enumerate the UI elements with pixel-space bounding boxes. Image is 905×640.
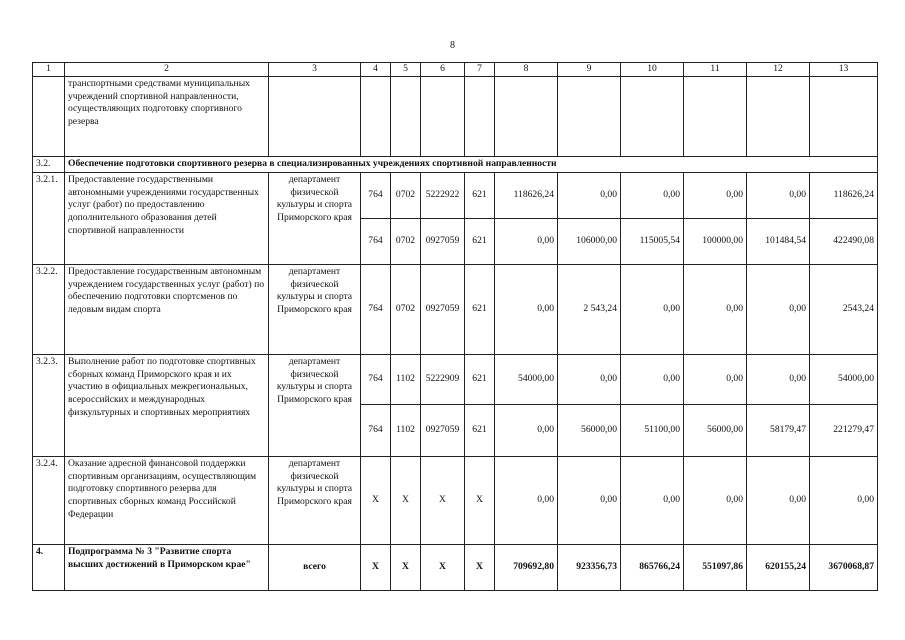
row-number: 3.2.4. bbox=[33, 456, 65, 544]
cell: 764 bbox=[361, 404, 391, 456]
row-name: Оказание адресной финансовой поддержки спортивным организациям, осуществляющим подготовку спортивного резерва для спортивных сборных команд Российской Федерации bbox=[65, 456, 269, 544]
cell: 0,00 bbox=[495, 264, 558, 354]
cell: 101484,54 bbox=[747, 218, 810, 264]
row-name: транспортными средствами муниципальных учреждений спортивной направленности, осуществляющих подготовку спортивного резерва bbox=[65, 76, 269, 156]
row-name: Предоставление государственным автономным учреждением государственных услуг (работ) по обеспечению подготовки спортсменов по ледовым видам спорта bbox=[65, 264, 269, 354]
cell: 621 bbox=[465, 218, 495, 264]
cell: 0,00 bbox=[684, 264, 747, 354]
row-department: всего bbox=[269, 544, 361, 590]
cell: 2543,24 bbox=[810, 264, 878, 354]
cell: 221279,47 bbox=[810, 404, 878, 456]
cell: 764 bbox=[361, 218, 391, 264]
section-title: Обеспечение подготовки спортивного резерва в специализированных учреждениях спортивной направленности bbox=[65, 156, 878, 172]
cell: 764 bbox=[361, 264, 391, 354]
cell: 0,00 bbox=[495, 404, 558, 456]
cell: 422490,08 bbox=[810, 218, 878, 264]
table-row bbox=[33, 76, 878, 156]
cell: 0,00 bbox=[684, 456, 747, 544]
row-number: 3.2.2. bbox=[33, 264, 65, 354]
table-row bbox=[33, 264, 878, 354]
row-department: департамент физической культуры и спорта Приморского края bbox=[269, 172, 361, 264]
cell: 0,00 bbox=[495, 456, 558, 544]
cell: 58179,47 bbox=[747, 404, 810, 456]
cell: 115005,54 bbox=[621, 218, 684, 264]
cell: 5222922 bbox=[421, 172, 465, 218]
cell: 621 bbox=[465, 264, 495, 354]
row-number: 3.2.1. bbox=[33, 172, 65, 264]
column-header: 1 bbox=[33, 63, 65, 77]
cell: 1102 bbox=[391, 354, 421, 404]
column-header: 3 bbox=[269, 63, 361, 77]
column-header: 9 bbox=[558, 63, 621, 77]
cell: 764 bbox=[361, 354, 391, 404]
cell: 0,00 bbox=[747, 354, 810, 404]
column-header: 11 bbox=[684, 63, 747, 77]
cell: 0702 bbox=[391, 264, 421, 354]
cell: 56000,00 bbox=[684, 404, 747, 456]
cell: Х bbox=[465, 456, 495, 544]
cell: 51100,00 bbox=[621, 404, 684, 456]
section-row bbox=[33, 156, 878, 172]
cell: 0927059 bbox=[421, 404, 465, 456]
column-header: 7 bbox=[465, 63, 495, 77]
cell: 0,00 bbox=[684, 172, 747, 218]
row-number: 3.2. bbox=[33, 156, 65, 172]
table-row bbox=[33, 456, 878, 544]
column-header: 6 bbox=[421, 63, 465, 77]
budget-table bbox=[32, 62, 878, 591]
subprogram-row bbox=[33, 544, 878, 590]
cell: 54000,00 bbox=[810, 354, 878, 404]
cell: 118626,24 bbox=[810, 172, 878, 218]
column-header: 5 bbox=[391, 63, 421, 77]
column-header: 8 bbox=[495, 63, 558, 77]
column-header: 2 bbox=[65, 63, 269, 77]
cell: Х bbox=[421, 544, 465, 590]
column-header: 10 bbox=[621, 63, 684, 77]
cell: 0,00 bbox=[495, 218, 558, 264]
cell: 0,00 bbox=[558, 456, 621, 544]
row-department: департамент физической культуры и спорта Приморского края bbox=[269, 264, 361, 354]
cell: 56000,00 bbox=[558, 404, 621, 456]
row-number: 4. bbox=[33, 544, 65, 590]
column-header: 12 bbox=[747, 63, 810, 77]
cell: 3670068,87 bbox=[810, 544, 878, 590]
row-name: Выполнение работ по подготовке спортивных сборных команд Приморского края и их участию в официальных межрегиональных, всероссийских и международных физкультурных и спортивных мероприятиях bbox=[65, 354, 269, 456]
cell: 620155,24 bbox=[747, 544, 810, 590]
cell: Х bbox=[465, 544, 495, 590]
cell: 0,00 bbox=[621, 172, 684, 218]
table-row bbox=[33, 354, 878, 404]
column-header: 13 bbox=[810, 63, 878, 77]
cell: 100000,00 bbox=[684, 218, 747, 264]
cell: 621 bbox=[465, 172, 495, 218]
cell: 0702 bbox=[391, 218, 421, 264]
cell: Х bbox=[361, 544, 391, 590]
cell: 2 543,24 bbox=[558, 264, 621, 354]
row-name: Предоставление государственными автономными учреждениями государственных услуг (работ) по предоставлению дополнительного образования детей спортивной направленности bbox=[65, 172, 269, 264]
cell: 0927059 bbox=[421, 264, 465, 354]
cell: 1102 bbox=[391, 404, 421, 456]
cell: Х bbox=[421, 456, 465, 544]
cell: 0927059 bbox=[421, 218, 465, 264]
column-numbers-row bbox=[33, 63, 878, 77]
column-header: 4 bbox=[361, 63, 391, 77]
cell: 709692,80 bbox=[495, 544, 558, 590]
cell: 0,00 bbox=[621, 264, 684, 354]
cell: 0,00 bbox=[747, 172, 810, 218]
cell: Х bbox=[361, 456, 391, 544]
row-number: 3.2.3. bbox=[33, 354, 65, 456]
cell: 0,00 bbox=[558, 354, 621, 404]
cell: 0,00 bbox=[810, 456, 878, 544]
row-department: департамент физической культуры и спорта Приморского края bbox=[269, 354, 361, 456]
page-number: 8 bbox=[450, 40, 455, 51]
cell: 0,00 bbox=[558, 172, 621, 218]
cell: 0,00 bbox=[621, 354, 684, 404]
cell: 621 bbox=[465, 354, 495, 404]
cell: 923356,73 bbox=[558, 544, 621, 590]
table-row bbox=[33, 172, 878, 218]
cell: 764 bbox=[361, 172, 391, 218]
cell: 5222909 bbox=[421, 354, 465, 404]
cell: 106000,00 bbox=[558, 218, 621, 264]
cell: 118626,24 bbox=[495, 172, 558, 218]
cell: Х bbox=[391, 544, 421, 590]
cell: 621 bbox=[465, 404, 495, 456]
cell: 0,00 bbox=[684, 354, 747, 404]
cell: 0,00 bbox=[621, 456, 684, 544]
cell: 551097,86 bbox=[684, 544, 747, 590]
cell: 865766,24 bbox=[621, 544, 684, 590]
row-name: Подпрограмма № 3 "Развитие спорта высших достижений в Приморском крае" bbox=[65, 544, 269, 590]
cell: 54000,00 bbox=[495, 354, 558, 404]
row-department: департамент физической культуры и спорта Приморского края bbox=[269, 456, 361, 544]
cell: 0,00 bbox=[747, 456, 810, 544]
cell: 0,00 bbox=[747, 264, 810, 354]
cell: 0702 bbox=[391, 172, 421, 218]
cell: Х bbox=[391, 456, 421, 544]
